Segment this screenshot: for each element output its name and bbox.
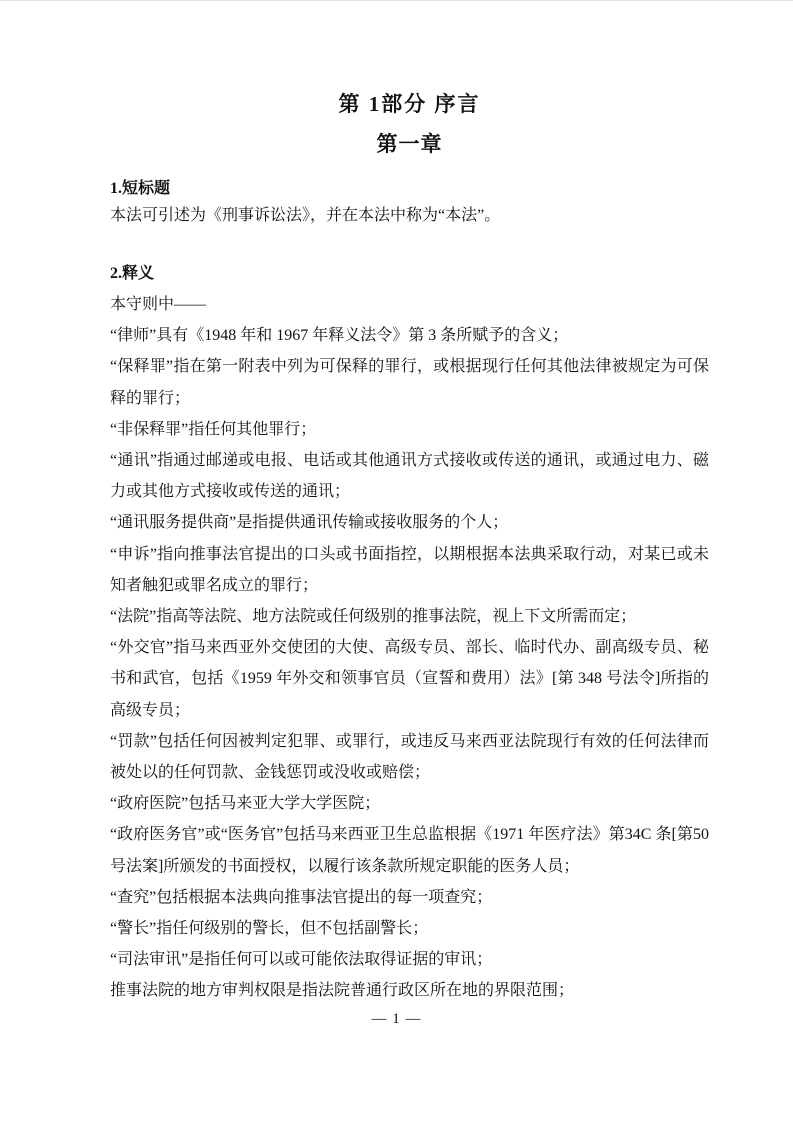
page-number: — 1 —: [371, 1011, 422, 1027]
part-title: 第 1部分 序言: [338, 92, 481, 116]
section-2-intro: 本守则中——: [110, 296, 207, 313]
definition-local-jurisdiction: 推事法院的地方审判权限是指法院普通行政区所在地的界限范围；: [110, 982, 575, 1000]
definition-judicial-proceeding: “司法审讯”是指任何可以或可能依法取得证据的审讯；: [110, 951, 493, 969]
definition-communication: “通讯”指通过邮递或电报、电话或其他通讯方式接收或传送的通讯，或通过电力、磁力或其他方式接收或传送的通讯；: [110, 452, 709, 501]
definition-fine: “罚款”包括任何因被判定犯罪、或罪行，或违反马来西亚法院现行有效的任何法律而被处以的任何罚款、金钱惩罚或没收或赔偿；: [110, 732, 709, 782]
section-2-heading: 2.释义: [110, 265, 155, 282]
definition-complaint: “申诉”指向推事法官提出的口头或书面指控，以期根据本法典采取行动，对某已或未知者触犯或罪名成立的罪行；: [110, 545, 709, 594]
definition-government-hospital: “政府医院”包括马来亚大学大学医院；: [110, 795, 381, 813]
section-1-heading: 1.短标题: [110, 180, 171, 197]
definition-non-bailable-offence: “非保释罪”指任何其他罪行；: [110, 420, 317, 438]
section-1-body: 本法可引述为《刑事诉讼法》，并在本法中称为“本法”。: [110, 207, 501, 224]
definition-lawyer: “律师”具有《1948 年和 1967 年释义法令》第 3 条所赋予的含义；: [110, 327, 569, 345]
definition-bailable-offence: “保释罪”指在第一附表中列为可保释的罪行，或根据现行任何其他法律被规定为可保释的罪行；: [110, 358, 709, 407]
definition-communication-service-provider: “通讯服务提供商”是指提供通讯传输或接收服务的个人；: [110, 514, 509, 532]
definition-court: “法院”指高等法院、地方法院或任何级别的推事法院，视上下文所需而定；: [110, 608, 637, 626]
definition-sergeant: “警长”指任何级别的警长，但不包括副警长；: [110, 920, 429, 938]
section-short-title: [110, 175, 709, 229]
definition-government-medical-officer: “政府医务官”或“医务官”包括马来西亚卫生总监根据《1971 年医疗法》第34C 条[第50号法案]所颁发的书面授权，以履行该条款所规定职能的医务人员；: [110, 826, 709, 875]
definition-inquiry: “查究”包括根据本法典向推事法官提出的每一项查究；: [110, 888, 493, 906]
definition-diplomatic-officer: “外交官”指马来西亚外交使团的大使、高级专员、部长、临时代办、副高级专员、秘书和武官，包括《1959 年外交和领事官员（宣誓和费用）法》[第 348 号法令]所指的高级专员；: [110, 639, 709, 719]
chapter-title: 第一章: [376, 132, 443, 156]
section-interpretation: [110, 258, 709, 1007]
